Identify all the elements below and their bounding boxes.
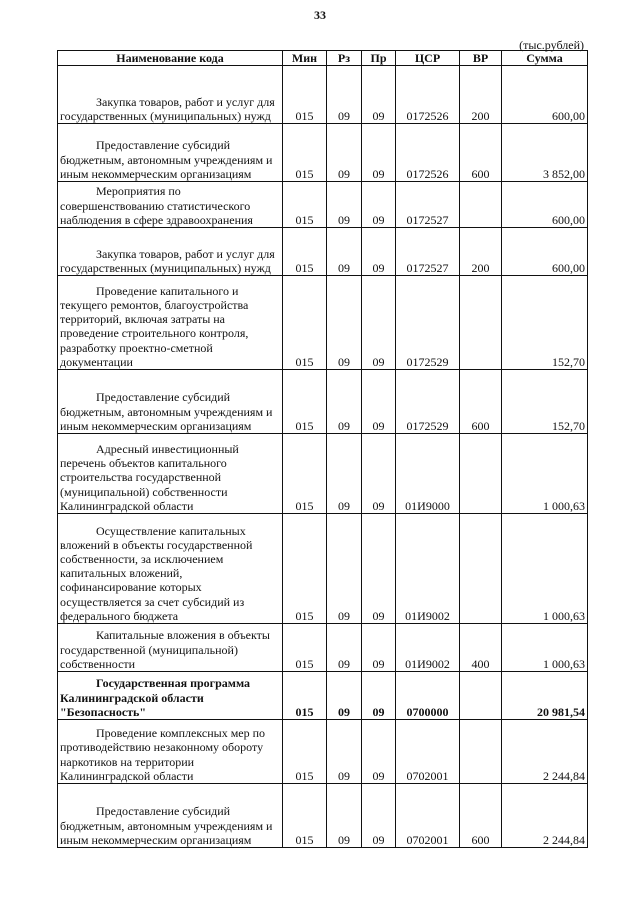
row-name: Закупка товаров, работ и услуг для государственных (муниципальных) нужд <box>58 228 283 276</box>
row-pr: 09 <box>362 624 396 672</box>
table-header-row <box>58 51 588 66</box>
row-rz: 09 <box>327 514 362 624</box>
budget-table <box>57 50 588 848</box>
header-rz: Рз <box>327 51 362 66</box>
row-sum: 2 244,84 <box>502 720 588 784</box>
row-vr: 200 <box>460 228 502 276</box>
row-vr <box>460 276 502 370</box>
row-min: 015 <box>283 624 327 672</box>
table-row <box>58 720 588 784</box>
row-pr: 09 <box>362 720 396 784</box>
row-sum: 1 000,63 <box>502 434 588 514</box>
table-row <box>58 276 588 370</box>
header-name: Наименование кода <box>58 51 283 66</box>
table-row <box>58 784 588 848</box>
row-sum: 20 981,54 <box>502 672 588 720</box>
row-sum: 3 852,00 <box>502 124 588 182</box>
row-vr: 600 <box>460 370 502 434</box>
row-sum: 2 244,84 <box>502 784 588 848</box>
header-vr: ВР <box>460 51 502 66</box>
row-csr: 0172526 <box>396 66 460 124</box>
header-pr: Пр <box>362 51 396 66</box>
row-rz: 09 <box>327 276 362 370</box>
table-row <box>58 434 588 514</box>
row-sum: 1 000,63 <box>502 624 588 672</box>
row-csr: 0172526 <box>396 124 460 182</box>
row-sum: 1 000,63 <box>502 514 588 624</box>
table-row <box>58 370 588 434</box>
row-min: 015 <box>283 370 327 434</box>
row-pr: 09 <box>362 124 396 182</box>
row-min: 015 <box>283 514 327 624</box>
row-pr: 09 <box>362 276 396 370</box>
row-vr <box>460 514 502 624</box>
row-csr: 01И9000 <box>396 434 460 514</box>
row-pr: 09 <box>362 784 396 848</box>
row-vr <box>460 720 502 784</box>
row-csr: 0702001 <box>396 720 460 784</box>
row-name: Мероприятия по совершенствованию статистического наблюдения в сфере здравоохранения <box>58 182 283 228</box>
row-pr: 09 <box>362 434 396 514</box>
row-csr: 0172529 <box>396 370 460 434</box>
row-name: Проведение комплексных мер по противодействию незаконному обороту наркотиков на территории Калининградской области <box>58 720 283 784</box>
page-number: 33 <box>314 8 326 22</box>
row-rz: 09 <box>327 66 362 124</box>
row-min: 015 <box>283 66 327 124</box>
row-vr: 600 <box>460 124 502 182</box>
row-csr: 01И9002 <box>396 514 460 624</box>
header-min: Мин <box>283 51 327 66</box>
row-name: Предоставление субсидий бюджетным, автономным учреждениям и иным некоммерческим организациям <box>58 124 283 182</box>
row-rz: 09 <box>327 370 362 434</box>
row-pr: 09 <box>362 672 396 720</box>
row-sum: 600,00 <box>502 228 588 276</box>
row-vr: 400 <box>460 624 502 672</box>
row-rz: 09 <box>327 228 362 276</box>
table-row <box>58 124 588 182</box>
row-sum: 152,70 <box>502 276 588 370</box>
row-min: 015 <box>283 124 327 182</box>
row-min: 015 <box>283 276 327 370</box>
row-min: 015 <box>283 720 327 784</box>
row-vr <box>460 434 502 514</box>
row-rz: 09 <box>327 182 362 228</box>
row-csr: 0700000 <box>396 672 460 720</box>
row-sum: 600,00 <box>502 66 588 124</box>
row-csr: 0172529 <box>396 276 460 370</box>
row-pr: 09 <box>362 228 396 276</box>
row-min: 015 <box>283 182 327 228</box>
table-row <box>58 66 588 124</box>
row-name: Закупка товаров, работ и услуг для государственных (муниципальных) нужд <box>58 66 283 124</box>
row-pr: 09 <box>362 66 396 124</box>
row-pr: 09 <box>362 370 396 434</box>
row-min: 015 <box>283 672 327 720</box>
table-row <box>58 182 588 228</box>
row-rz: 09 <box>327 624 362 672</box>
row-vr <box>460 672 502 720</box>
row-pr: 09 <box>362 514 396 624</box>
row-csr: 0172527 <box>396 228 460 276</box>
header-sum: Сумма <box>502 51 588 66</box>
row-csr: 0702001 <box>396 784 460 848</box>
table-row <box>58 624 588 672</box>
table-row <box>58 228 588 276</box>
row-csr: 01И9002 <box>396 624 460 672</box>
row-vr <box>460 182 502 228</box>
row-name: Адресный инвестиционный перечень объектов капитального строительства государственной (муниципальной) собственности Калининградской области <box>58 434 283 514</box>
row-name: Предоставление субсидий бюджетным, автономным учреждениям и иным некоммерческим организациям <box>58 784 283 848</box>
row-sum: 600,00 <box>502 182 588 228</box>
row-rz: 09 <box>327 784 362 848</box>
row-name: Капитальные вложения в объекты государственной (муниципальной) собственности <box>58 624 283 672</box>
row-name: Проведение капитального и текущего ремонтов, благоустройства территорий, включая затраты на проведение строительного контроля, разработку проектно-сметной документации <box>58 276 283 370</box>
row-pr: 09 <box>362 182 396 228</box>
row-csr: 0172527 <box>396 182 460 228</box>
row-name: Осуществление капитальных вложений в объекты государственной собственности, за исключением капитальных вложений, софинансирование которых осуществляется за счет субсидий из федерального бюджета <box>58 514 283 624</box>
row-rz: 09 <box>327 720 362 784</box>
row-vr: 200 <box>460 66 502 124</box>
units-label: (тыс.рублей) <box>519 38 584 52</box>
row-name: Предоставление субсидий бюджетным, автономным учреждениям и иным некоммерческим организациям <box>58 370 283 434</box>
table-row <box>58 514 588 624</box>
header-csr: ЦСР <box>396 51 460 66</box>
row-rz: 09 <box>327 434 362 514</box>
row-min: 015 <box>283 434 327 514</box>
row-name: Государственная программа Калининградской области "Безопасность" <box>58 672 283 720</box>
table-row <box>58 672 588 720</box>
row-min: 015 <box>283 784 327 848</box>
row-sum: 152,70 <box>502 370 588 434</box>
row-vr: 600 <box>460 784 502 848</box>
row-rz: 09 <box>327 672 362 720</box>
row-min: 015 <box>283 228 327 276</box>
row-rz: 09 <box>327 124 362 182</box>
